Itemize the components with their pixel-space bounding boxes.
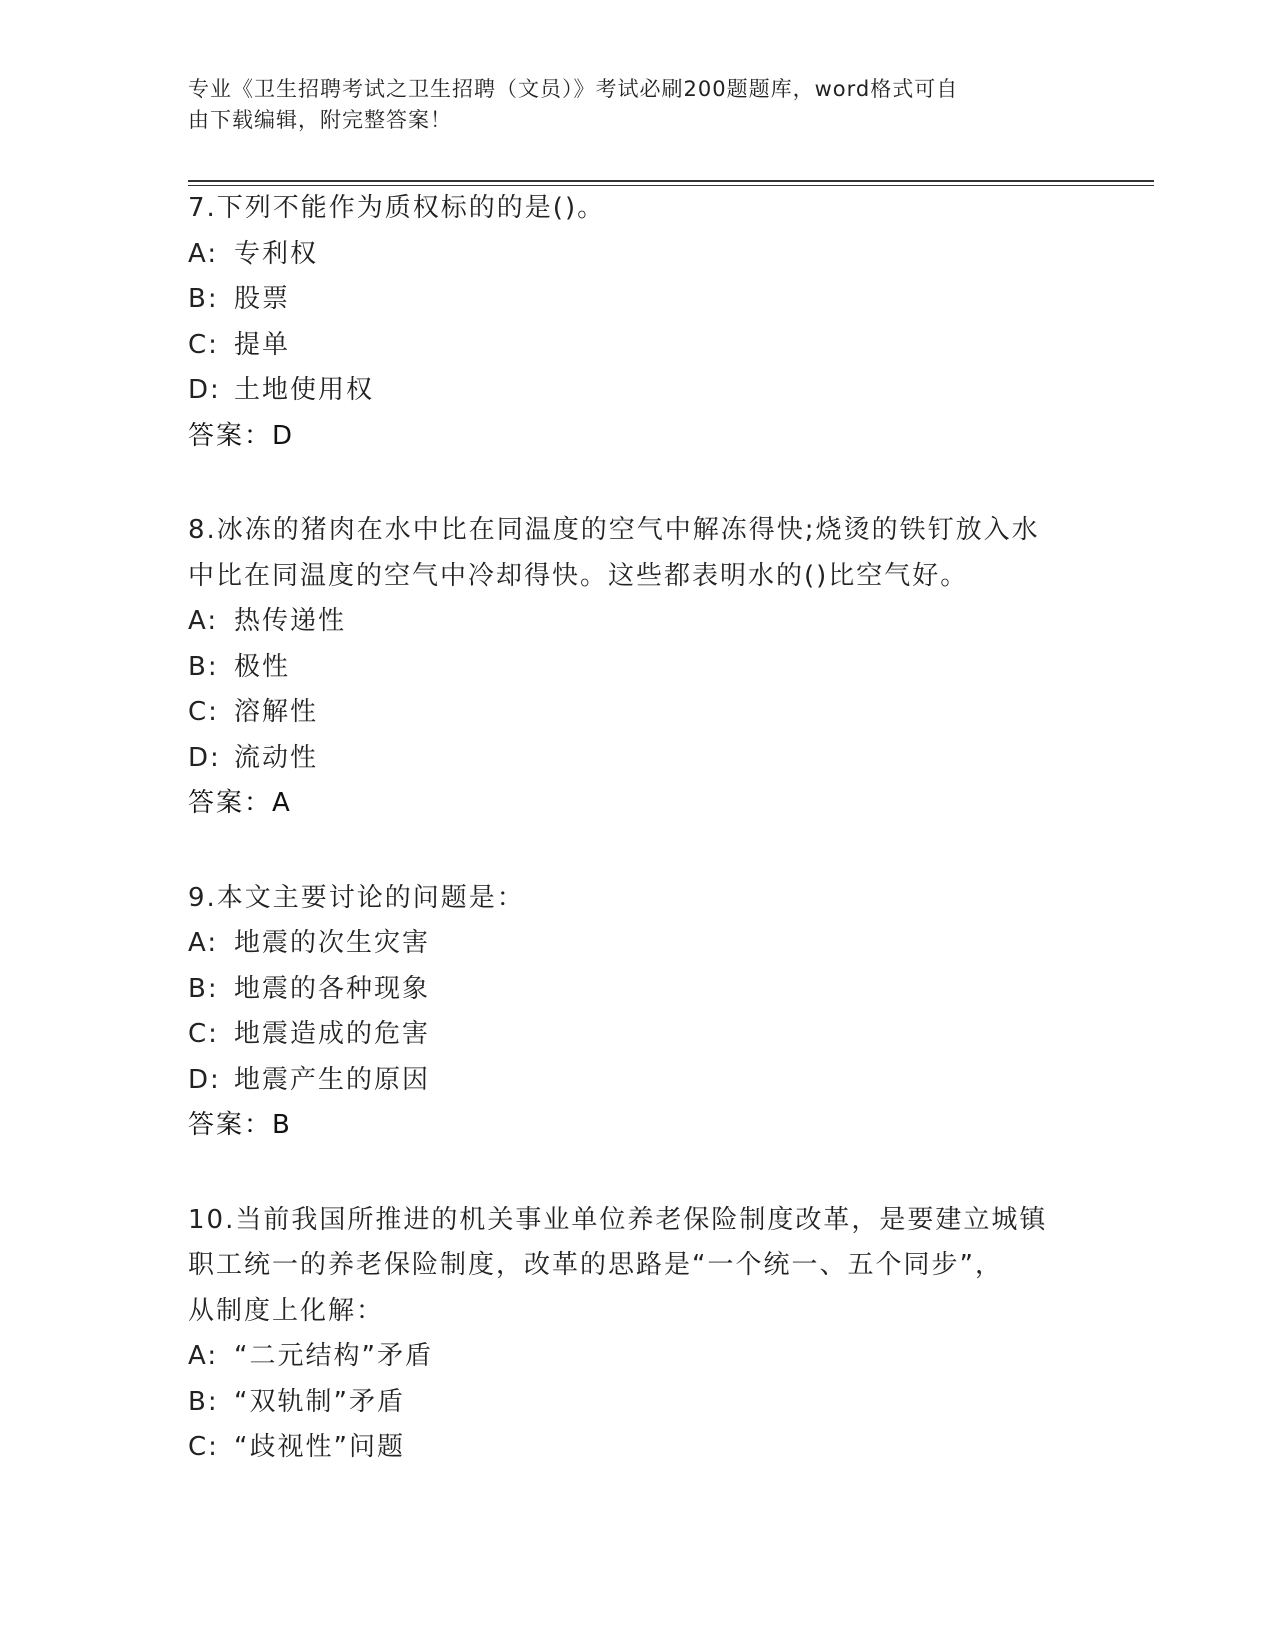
option-text: 股票 [234,284,291,314]
document-header [188,74,1068,136]
answer-label: 答案：A [188,788,292,818]
option-letter: B: [188,284,219,314]
option-letter: B: [188,973,219,1004]
option-item [188,921,1088,967]
option-letter: D: [188,1064,221,1095]
option-letter: A: [188,1341,219,1371]
option-letter: D: [188,375,221,405]
option-letter: C: [188,1019,219,1049]
answer-label: 答案：B [188,1110,292,1140]
question-text [188,1198,1088,1335]
option-text: 地震造成的危害 [234,1019,431,1049]
option-text: 专利权 [234,238,319,269]
option-text: “二元结构”矛盾 [234,1341,433,1371]
option-text: 热传递性 [234,606,347,636]
option-letter: C: [188,697,219,727]
option-text: 溶解性 [234,697,319,727]
question-text-line: 8.冰冻的猪肉在水中比在同温度的空气中解冻得快;烧烫的铁钉放入水 [188,515,1040,545]
question-list [188,186,1088,1520]
option-item [188,1058,1088,1104]
option-letter: C: [188,329,219,360]
option-letter: B: [188,1386,219,1417]
option-letter: B: [188,651,219,682]
option-item [188,277,1088,323]
option-text: 地震的各种现象 [234,973,431,1004]
question-block [188,1198,1088,1471]
option-item [188,368,1088,414]
option-letter: A: [188,928,219,958]
question-text-line: 职工统一的养老保险制度，改革的思路是“一个统一、五个同步”， [188,1250,1003,1280]
question-text [188,186,1088,232]
header-line-2: 由下载编辑，附完整答案！ [188,108,452,132]
question-block [188,186,1088,459]
option-item [188,323,1088,369]
option-text: 地震的次生灾害 [234,928,431,958]
option-item [188,736,1088,782]
option-text: 流动性 [234,742,319,773]
option-item [188,967,1088,1013]
question-block [188,876,1088,1149]
option-item [188,232,1088,278]
question-text-line: 从制度上化解： [188,1295,385,1326]
option-text: 地震产生的原因 [234,1064,431,1095]
option-letter: D: [188,742,221,773]
option-item [188,599,1088,645]
option-item [188,645,1088,691]
question-text [188,508,1088,599]
option-item [188,690,1088,736]
question-text-line: 7.下列不能作为质权标的的是()。 [188,193,606,223]
option-letter: A: [188,606,219,636]
question-text-line: 9.本文主要讨论的问题是： [188,882,525,913]
option-letter: A: [188,238,219,269]
header-line-1: 专业《卫生招聘考试之卫生招聘（文员）》考试必刷200题题库，word格式可自 [188,77,959,101]
option-item [188,1380,1088,1426]
question-text-line: 中比在同温度的空气中冷却得快。这些都表明水的()比空气好。 [188,560,969,591]
option-item [188,1425,1088,1471]
question-text [188,876,1088,922]
option-text: 提单 [234,329,291,360]
option-item [188,1012,1088,1058]
option-text: “双轨制”矛盾 [234,1386,405,1417]
option-text: 土地使用权 [234,375,375,405]
option-letter: C: [188,1432,219,1462]
answer-label: 答案：D [188,420,295,451]
header-divider-thick [188,180,1154,182]
question-block [188,508,1088,827]
option-text: “歧视性”问题 [234,1432,405,1462]
option-text: 极性 [234,651,291,682]
question-text-line: 10.当前我国所推进的机关事业单位养老保险制度改革，是要建立城镇 [188,1204,1048,1235]
option-item [188,1334,1088,1380]
